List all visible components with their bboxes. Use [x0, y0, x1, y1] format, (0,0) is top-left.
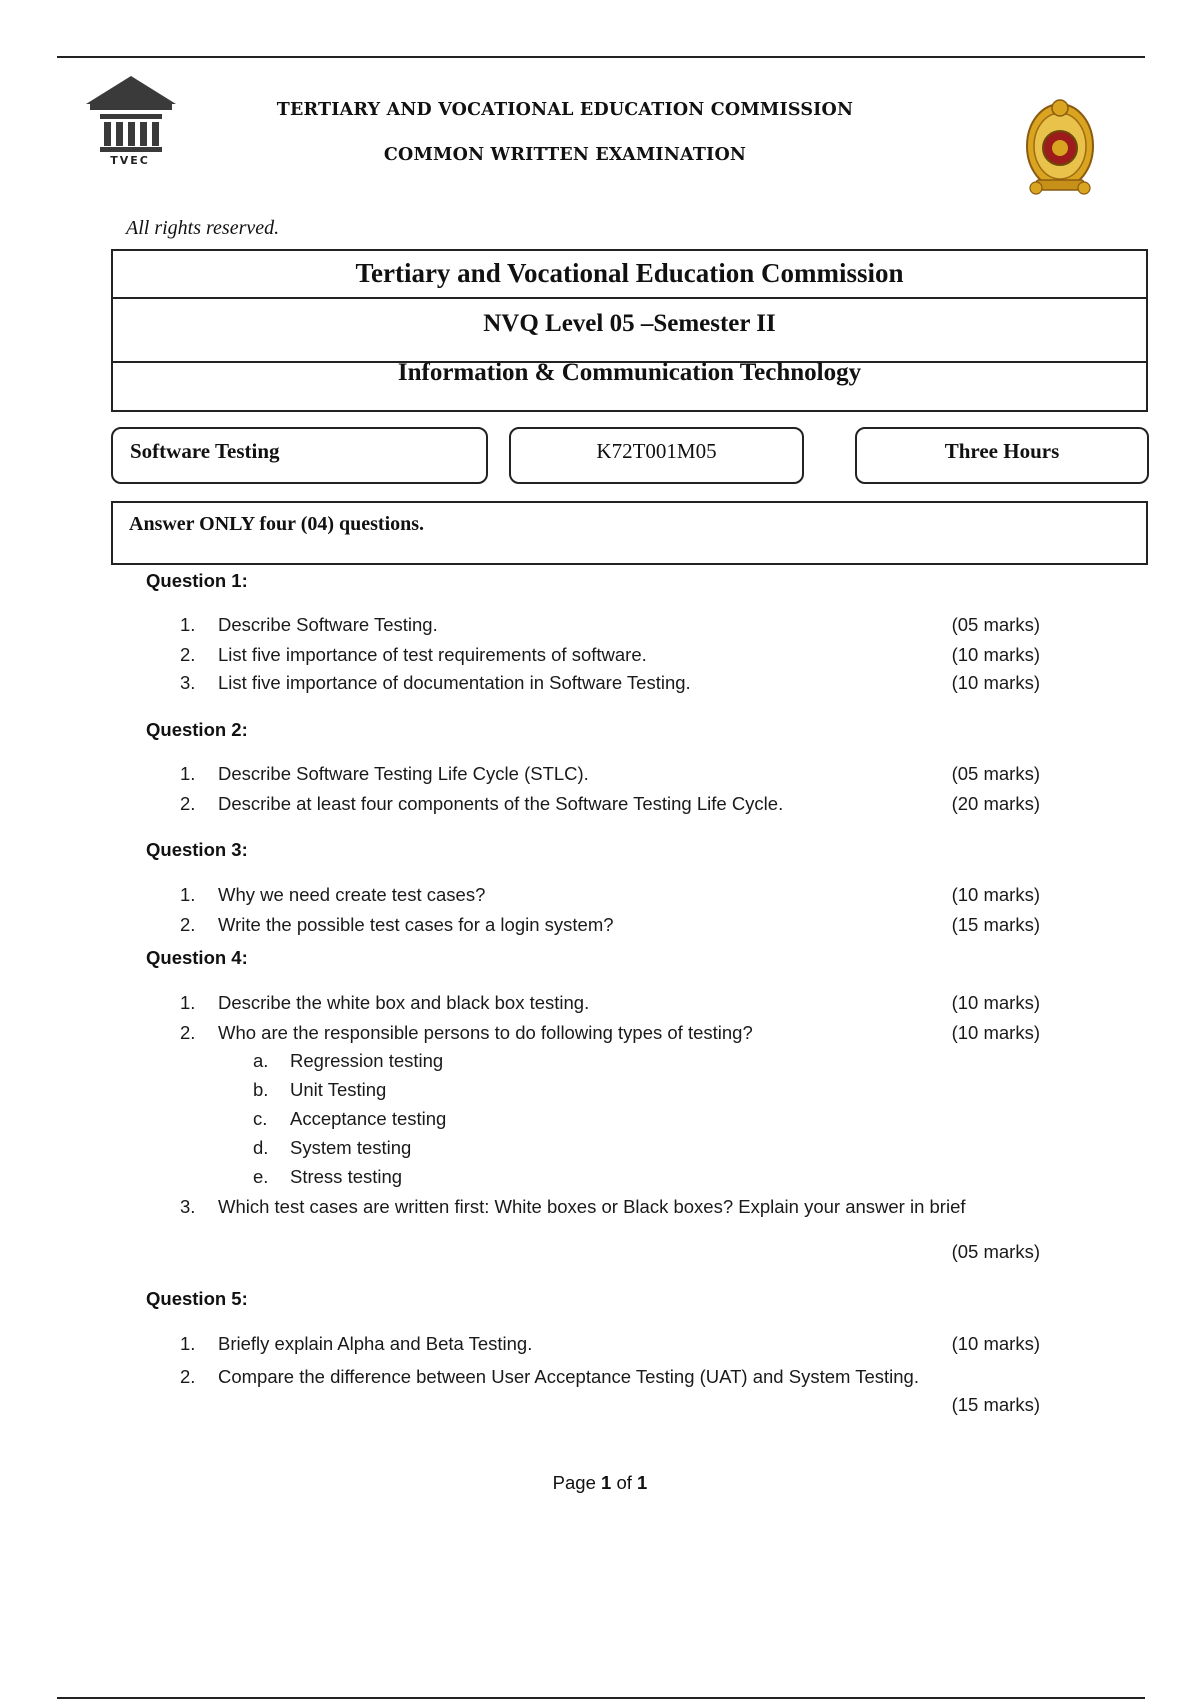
sub-item-letter: d.: [253, 1137, 269, 1158]
item-marks: (10 marks): [951, 1022, 1040, 1043]
item-number: 3.: [180, 672, 196, 693]
item-text: Compare the difference between User Acceptance Testing (UAT) and System Testing.: [218, 1366, 919, 1387]
question-heading: Question 5:: [146, 1288, 248, 1309]
sub-item-text: Stress testing: [290, 1166, 403, 1187]
rights-notice: All rights reserved.: [126, 217, 280, 239]
item-marks: (05 marks): [951, 763, 1040, 784]
item-text: Write the possible test cases for a login system?: [218, 914, 614, 935]
item-marks: (10 marks): [951, 644, 1040, 665]
item-number: 2.: [180, 644, 196, 665]
item-text: Which test cases are written first: White boxes or Black boxes? Explain your answer in brief: [218, 1196, 966, 1217]
item-text: Who are the responsible persons to do following types of testing?: [218, 1022, 753, 1043]
item-number: 1.: [180, 884, 196, 905]
question-heading: Question 2:: [146, 719, 248, 740]
question-heading: Question 4:: [146, 947, 248, 968]
sub-item-letter: e.: [253, 1166, 269, 1187]
question-item: [180, 761, 1040, 787]
sub-item-letter: c.: [253, 1108, 268, 1129]
page-total: 1: [637, 1472, 648, 1493]
question-item: [180, 990, 1040, 1016]
page-footer: [0, 1472, 1200, 1494]
item-number: 2.: [180, 793, 196, 814]
bottom-rule: [57, 1697, 1145, 1699]
title-institution: Tertiary and Vocational Education Commission: [113, 251, 1146, 299]
sub-item-letter: a.: [253, 1050, 269, 1071]
title-level: NVQ Level 05 –Semester II: [113, 297, 1146, 363]
question-item: [180, 912, 1040, 938]
item-text: Describe at least four components of the Software Testing Life Cycle.: [218, 793, 784, 814]
item-number: 2.: [180, 1022, 196, 1043]
question-item: [180, 642, 1040, 668]
item-text: Why we need create test cases?: [218, 884, 486, 905]
item-marks: (10 marks): [951, 672, 1040, 693]
item-marks: (10 marks): [951, 1333, 1040, 1354]
item-number: 1.: [180, 992, 196, 1013]
sub-item-text: System testing: [290, 1137, 412, 1158]
page-current: 1: [601, 1472, 612, 1493]
question-heading: Question 1:: [146, 570, 248, 591]
question-item: [180, 1364, 1040, 1390]
duration-box: Three Hours: [855, 427, 1149, 484]
item-marks: (20 marks): [951, 793, 1040, 814]
item-text: Describe the white box and black box testing.: [218, 992, 590, 1013]
question-item: [180, 1194, 1040, 1220]
item-text: Describe Software Testing.: [218, 614, 438, 635]
item-text: Briefly explain Alpha and Beta Testing.: [218, 1333, 533, 1354]
question-item: [180, 1020, 1040, 1046]
item-marks: (10 marks): [951, 992, 1040, 1013]
item-number: 2.: [180, 1366, 196, 1387]
item-text: List five importance of test requirements of software.: [218, 644, 647, 665]
question-item: [180, 882, 1040, 908]
subject-box: Software Testing: [111, 427, 488, 484]
item-number: 1.: [180, 763, 196, 784]
title-programme: Information & Communication Technology: [397, 359, 862, 386]
instruction-box: Answer ONLY four (04) questions.: [111, 501, 1148, 565]
title-table: [111, 249, 1148, 412]
header-commission: TERTIARY AND VOCATIONAL EDUCATION COMMISSION: [276, 100, 854, 120]
question-item: [180, 1331, 1040, 1357]
item-marks: (05 marks): [951, 614, 1040, 635]
item-number: 1.: [180, 1333, 196, 1354]
item-number: 1.: [180, 614, 196, 635]
question-item: [180, 670, 1040, 696]
item-text: Describe Software Testing Life Cycle (STLC).: [218, 763, 589, 784]
header-exam-type: COMMON WRITTEN EXAMINATION: [383, 145, 747, 165]
question-item: [180, 791, 1040, 817]
sub-item-text: Unit Testing: [290, 1079, 387, 1100]
building-icon: [86, 74, 176, 154]
question-item: [180, 612, 1040, 638]
page-label: Page: [552, 1472, 596, 1493]
sub-item-text: Regression testing: [290, 1050, 444, 1071]
logo-text: TVEC: [110, 154, 150, 167]
item-marks: (15 marks): [951, 914, 1040, 935]
item-number: 2.: [180, 914, 196, 935]
sub-item-letter: b.: [253, 1079, 269, 1100]
item-number: 3.: [180, 1196, 196, 1217]
national-emblem: [1022, 94, 1098, 198]
of-label: of: [616, 1472, 632, 1493]
item-marks: (05 marks): [951, 1241, 1040, 1262]
item-text: List five importance of documentation in Software Testing.: [218, 672, 691, 693]
item-marks: (15 marks): [951, 1394, 1040, 1415]
tvec-logo: [86, 74, 176, 170]
module-code-box: K72T001M05: [509, 427, 804, 484]
sub-item-text: Acceptance testing: [290, 1108, 447, 1129]
top-rule: [57, 56, 1145, 58]
question-heading: Question 3:: [146, 839, 248, 860]
item-marks: (10 marks): [951, 884, 1040, 905]
emblem-icon: [1022, 94, 1098, 198]
